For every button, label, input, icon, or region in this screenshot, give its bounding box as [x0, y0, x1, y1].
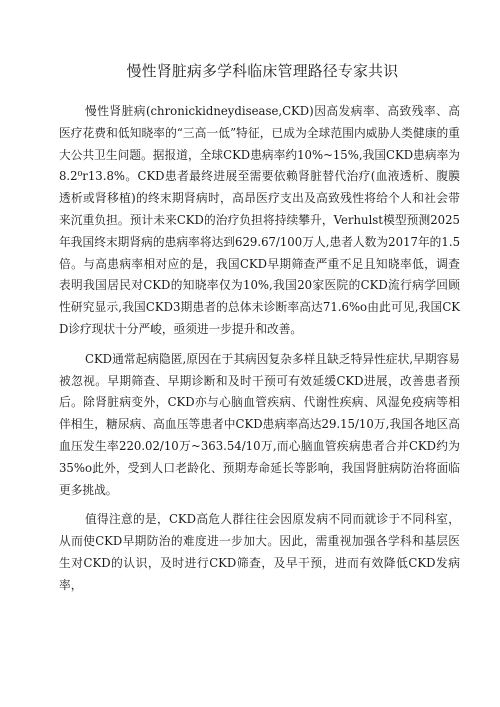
document-title: 慢性肾脏病多学科临床管理路径专家共识 [126, 63, 399, 80]
paragraph-onset: CKD通常起病隐匿,原因在于其病因复杂多样且缺乏特异性症状,早期容易被忽视。早期筛查、早期诊断和及时干预可有效延缓CKD进展，改善患者预后。除肾脏病变外，CKD亦与心脑血管疾病、代谢性疾病、风湿免疫病等相伴相生，糖尿病、高血压等患者中CKD患病率高达29.15/10万,我国各地区高血压发生率220.02/10万~363.54/10万,而心脑血管疾病患者合并CKD约为35%o此外，受到人口老龄化、预期寿命延长等影响，我国肾脏病防治将面临更多挑战。 [59, 351, 460, 497]
paragraph-high-risk: 值得注意的是，CKD高危人群往往会因原发病不同而就诊于不同科室，从而使CKD早期防治的难度进一步加大。因此，需重视加强各学科和基层医生对CKD的认识，及时进行CKD筛查，及早干预，进而有效降低CKD发病率， [59, 512, 460, 592]
paragraph-background: 慢性肾脏病(chronickidneydisease,CKD)因高发病率、高致残率、高医疗花费和低知晓率的“三高一低”特征，已成为全球范围内威胁人类健康的重大公共卫生问题。据报道，全球CKD患病率约10%~15%,我国CKD患病率为8.2⁰r13.8%。CKD患者最终进展至需要依赖肾脏替代治疗(血液透析、腹膜透析或肾移植)的终末期肾病时，高昂医疗支出及高致残性将给个人和社会带来沉重负担。预计未来CKD的治疗负担将持续攀升，Verhulst模型预测2025年我国终末期肾病的患病率将达到629.67/100万人,患者人数为2017年的1.5倍。与高患病率相对应的是，我国CKD早期筛查严重不足且知晓率低，调查表明我国居民对CKD的知晓率仅为10%,我国20家医院的CKD流行病学回顾性研究显示,我国CKD3期患者的总体未诊断率高达71.6%o由此可见,我国CKD诊疗现状十分严峻，亟须进一步提升和改善。 [59, 104, 460, 336]
